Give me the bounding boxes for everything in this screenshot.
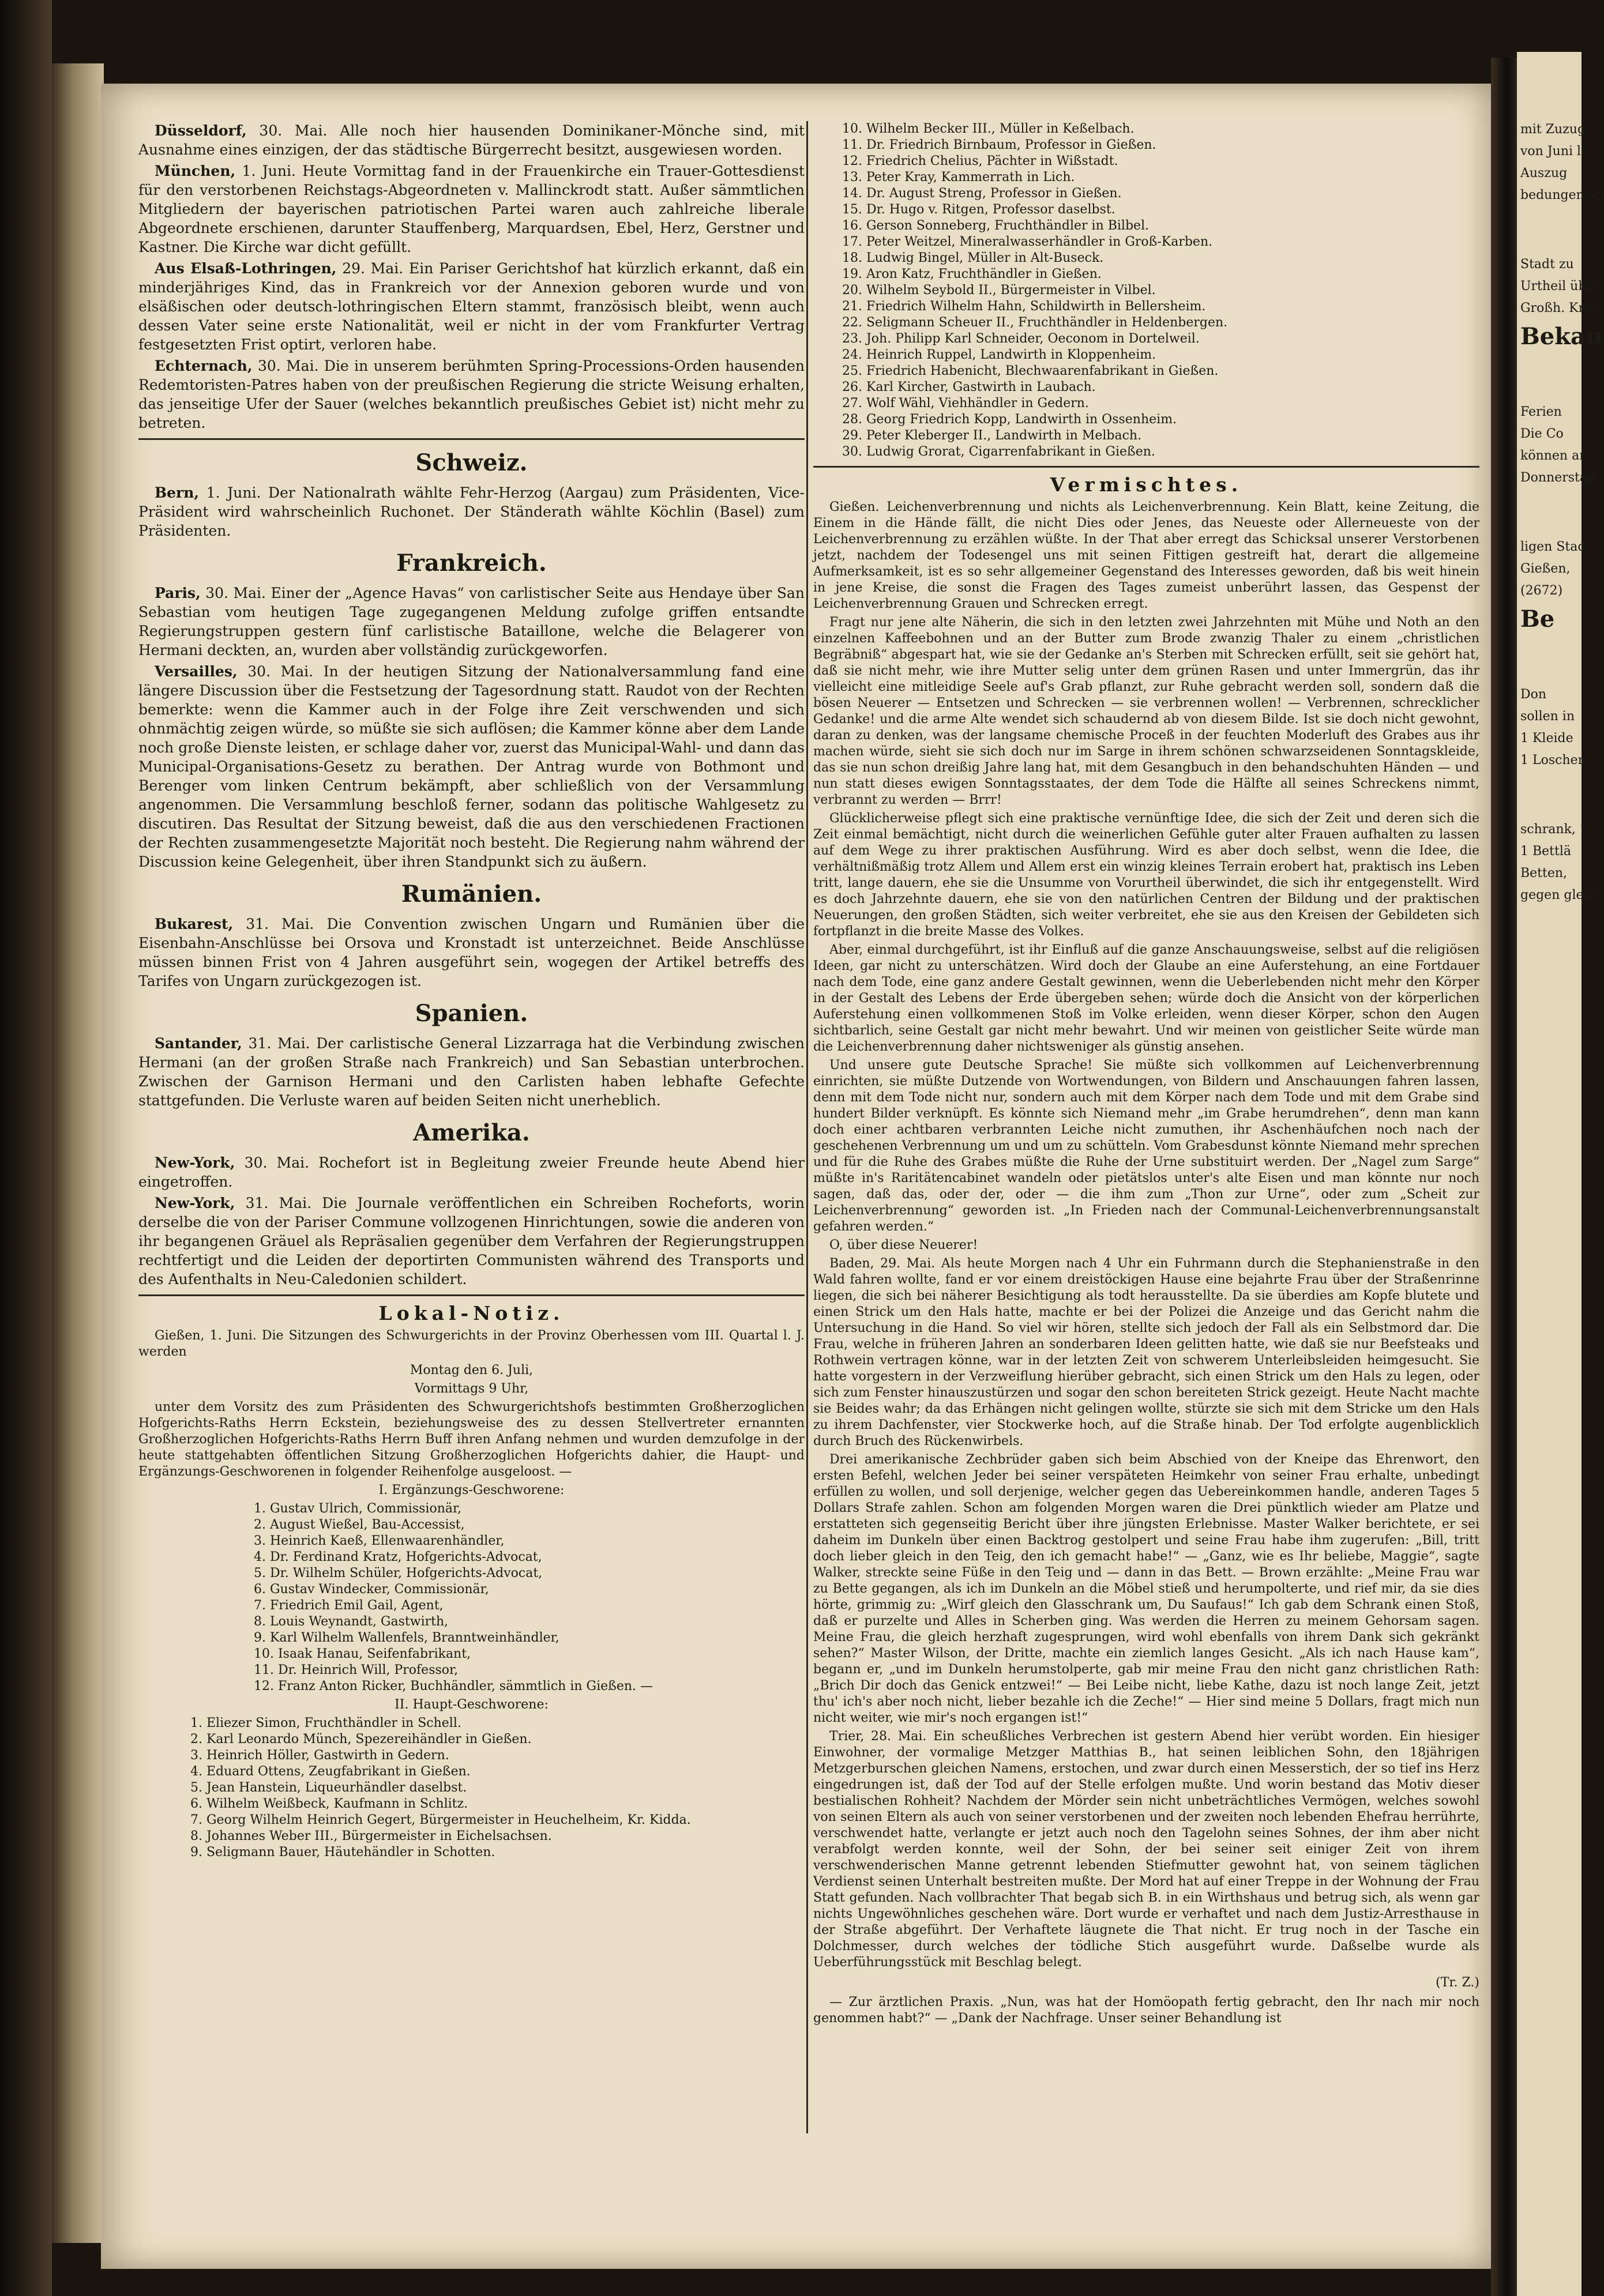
- vermischtes-paragraph: Trier, 28. Mai. Ein scheußliches Verbrechen ist gestern Abend hier verübt worden. Ein hiesiger Einwohner, der vormalige Metzger Matthias B., hat seinen leiblichen Sohn, den 18jährigen Metzgerburschen gleichen Namens, erstochen, und zwar durch einen Messerstich, der so tief ins Herz eingedrungen ist, daß der Tod auf der Stelle erfolgen mußte. Und worin bestand das Motiv dieser bestialischen Rohheit? Nachdem der Mörder sein nicht unbeträchtliches Vermögen, welches sowohl von seinen Eltern als auch von seiner verstorbenen und der zweiten noch lebenden Ehefrau herrührte, verschwendet hatte, verlangte er jetzt auch noch den Tagelohn seines Sohnes, der ihm aber nicht verabfolgt werden konnte, weil der Sohn, der bei seiner seit einiger Zeit von ihrem verschwenderischen Manne getrennt lebenden Stiefmutter gewohnt hat, von seinem täglichen Verdienst seinen Unterhalt bestreiten mußte. Der Mord hat auf einer Treppe in der Wohnung der Frau Statt gefunden. Nach vollbrachter That begab sich B. in ein Wirthshaus und betrug sich, als wenn gar nichts Ungewöhnliches geschehen wäre. Dort wurde er verhaftet und nach dem Justiz-Arresthause in der Straße abgeführt. Der Verhaftete läugnete die That nicht. Er trug noch in der Tasche ein Dolchmesser, durch welches der tödliche Stich ausgeführt wurde. Daßselbe wurde als Ueberführungsstück mit Beschlag belegt.: [813, 1729, 1479, 1970]
- lokal-time: Vormittags 9 Uhr,: [414, 1382, 529, 1396]
- heading-amerika: Amerika.: [413, 1119, 530, 1146]
- lokal-date: Montag den 6. Juli,: [410, 1363, 534, 1377]
- facing-page-line: 1 Loschen: [1520, 753, 1586, 767]
- dateline: Echternach,: [155, 357, 253, 374]
- juror-entry: 20. Wilhelm Seybold II., Bürgermeister in Vilbel.: [842, 283, 1156, 298]
- facing-page-line: Donnerstag: [1520, 471, 1596, 485]
- news-amerika: [138, 1153, 805, 1289]
- juror-entry: 4. Eduard Ottens, Zeugfabrikant in Gießen.: [190, 1764, 471, 1779]
- juror-entry: 24. Heinrich Ruppel, Landwirth in Kloppenheim.: [842, 348, 1156, 362]
- book-binding: [0, 0, 52, 2296]
- news-item: [138, 259, 805, 354]
- news-item: [138, 914, 805, 991]
- news-germany: [138, 121, 805, 432]
- facing-page-line: 1 Kleide: [1520, 731, 1573, 746]
- vermischtes-paragraph: Gießen. Leichenverbrennung und nichts als Leichenverbrennung. Kein Blatt, keine Zeitung, die Einem in die Hände fällt, die nicht Dies oder Jenes, das Neueste oder Allerneueste von der Leichenverbrennung zu erzählen wüßte. In der That aber erregt das Schicksal unserer Verstorbenen jetzt, nachdem der Todesengel uns mit seinen Fittigen gestreift hat, derart die allgemeine Aufmerksamkeit, ist es so sehr allgemeiner Gegenstand des Interesses geworden, daß bis weit hinein in jene Kreise, die sonst die Fragen des Tages zumeist unberührt lassen, das Gespenst der Leichenverbrennung Grauen und Schrecken erregt.: [813, 500, 1479, 611]
- facing-page-line: können an: [1520, 449, 1588, 463]
- juror-entry: 5. Jean Hanstein, Liqueurhändler daselbst.: [190, 1781, 467, 1795]
- juror-entry: 12. Franz Anton Ricker, Buchhändler, sämmtlich in Gießen. —: [254, 1679, 653, 1693]
- dateline: Aus Elsaß-Lothringen,: [155, 260, 337, 277]
- page-stack-edge: [52, 63, 104, 2243]
- juror-entry: 10. Isaak Hanau, Seifenfabrikant,: [254, 1647, 471, 1661]
- juror-entry: 30. Ludwig Grorat, Cigarrenfabrikant in Gießen.: [842, 445, 1155, 459]
- facing-page-line: Stadt zu: [1520, 257, 1574, 272]
- news-schweiz: [138, 483, 805, 540]
- news-text: 31. Mai. Die Journale veröffentlichen ein Schreiben Rocheforts, worin derselbe die von der Pariser Commune vollzogenen Hinrichtungen, sowie die anderen von ihr begangenen Gräuel als Repräsalien gegenüber dem Verfahren der Regierungstruppen rechtfertigt und die Leiden der deportirten Communisten während des Transports und des Aufenthalts in Neu-Caledonien schildert.: [138, 1195, 805, 1288]
- dateline: Bukarest,: [155, 916, 234, 932]
- haupt-list-continued: [813, 121, 1479, 460]
- juror-entry: 10. Wilhelm Becker III., Müller in Keßelbach.: [842, 122, 1135, 136]
- heading-lokal-notiz: Lokal-Notiz.: [378, 1302, 565, 1324]
- facing-page-line: Die Co: [1520, 427, 1564, 441]
- news-text: 31. Mai. Der carlistische General Lizzarraga hat die Verbindung zwischen Hermani (an der großen Straße nach Frankreich) und San Sebastian unterbrochen. Zwischen der Garnison Hermani und den Carlisten haben lebhafte Gefechte stattgefunden. Die Verluste waren auf beiden Seiten nicht unerheblich.: [138, 1035, 805, 1109]
- news-item: [138, 161, 805, 257]
- news-spanien: [138, 1034, 805, 1110]
- news-text: 29. Mai. Ein Pariser Gerichtshof hat kürzlich erkannt, daß ein minderjähriges Kind, das in Frankreich vor der Annexion geboren wurde und von elsäßischen oder deutsch-lothringischen Eltern stammt, französisch bleibt, wenn auch dessen Vater seine erste Nationalität, weil er nicht in der vom Frankfurter Vertrag festgesetzten Frist optirt, verloren habe.: [138, 260, 805, 353]
- juror-entry: 7. Friedrich Emil Gail, Agent,: [254, 1598, 444, 1613]
- section-rule: [138, 1294, 805, 1296]
- news-item: [138, 483, 805, 540]
- facing-page-line: sollen in: [1520, 709, 1575, 724]
- facing-page-line: (2672): [1520, 584, 1563, 598]
- juror-entry: 11. Dr. Heinrich Will, Professor,: [254, 1663, 459, 1677]
- juror-entry: 6. Wilhelm Weißbeck, Kaufmann in Schlitz.: [190, 1797, 468, 1811]
- juror-entry: 2. August Wießel, Bau-Accessist,: [254, 1518, 465, 1532]
- facing-page-fragment: [1517, 52, 1604, 2296]
- news-item: [138, 662, 805, 871]
- facing-page-line: ligen Stad: [1520, 540, 1586, 554]
- vermischtes: [813, 499, 1479, 1971]
- juror-entry: 16. Gerson Sonneberg, Fruchthändler in Bilbel.: [842, 219, 1150, 233]
- facing-page-line: bedungen an: [1520, 188, 1604, 202]
- news-text: 30. Mai. Die in unserem berühmten Spring-Processions-Orden hausenden Redemtoristen-Patres haben von der preußischen Regierung die stricte Weisung erhalten, das jenseitige Ufer der Sauer (welches bekanntlich preußisches Gebiet ist) nicht mehr zu betreten.: [138, 357, 805, 431]
- news-item: [138, 356, 805, 432]
- section-rule: [138, 438, 805, 440]
- vermischtes-paragraph: Fragt nur jene alte Näherin, die sich in den letzten zwei Jahrzehnten mit Mühe und Noth an den einzelnen Kaffeebohnen und an der Butter zum Brode zwanzig Thaler zu einem „christlichen Begräbniß“ abgespart hat, wie sie der Gedanke an's Sterben mit Schrecken erfüllt, seit sie gehört hat, daß sie nicht mehr, wie ihre Mutter selig unter dem grünen Rasen und unter Immergrün, das ihr vielleicht eine mitleidige Seele auf's Grab pflanzt, zur Ruhe gebracht werden soll, sondern daß die bösen Neuerer — Entsetzen und Schrecken — sie verbrennen wollen! — Verbrennen, schrecklicher Gedanke! und die arme Alte wendet sich schaudernd ab von diesem Bilde. Ist sie doch nicht gewohnt, daran zu denken, was der langsame chemische Proceß in der feuchten Moderluft des Grabes aus ihr machen würde, sieht sie sich doch nur im Sarge in ihrem schönen schwarzseidenen Sonntagskleide, das sie nun schon dreißig Jahre lang hat, mit dem Gesangbuch in den behandschuhten Händen — und nun statt dieses ewigen Sonntagsstaates, der dem Tode die Hälfte all seines Schreckens nimmt, verbrannt zu werden — Brrr!: [813, 615, 1479, 807]
- facing-page-line: Auszug: [1520, 166, 1568, 180]
- news-text: 31. Mai. Die Convention zwischen Ungarn und Rumänien über die Eisenbahn-Anschlüsse bei Orsova und Kronstadt ist unterzeichnet. Beide Anschlüsse müssen binnen Frist von 4 Jahren ausgeführt sein, wogegen der Artikel betreffs des Tarifes von Ungarn zurückgezogen ist.: [138, 916, 805, 989]
- column-divider: [806, 121, 808, 2133]
- juror-entry: 28. Georg Friedrich Kopp, Landwirth in Ossenheim.: [842, 412, 1177, 427]
- juror-entry: 8. Louis Weynandt, Gastwirth,: [254, 1614, 449, 1629]
- heading-spanien: Spanien.: [415, 1000, 528, 1027]
- juror-entry: 8. Johannes Weber III., Bürgermeister in Eichelsachsen.: [190, 1829, 552, 1843]
- juror-entry: 9. Seligmann Bauer, Häutehändler in Schotten.: [190, 1845, 495, 1860]
- juror-entry: 11. Dr. Friedrich Birnbaum, Professor in Gießen.: [842, 138, 1156, 152]
- juror-entry: 17. Peter Weitzel, Mineralwasserhändler in Groß-Karben.: [842, 235, 1213, 249]
- heading-frankreich: Frankreich.: [396, 549, 547, 577]
- news-item: [138, 121, 805, 159]
- juror-entry: 18. Ludwig Bingel, Müller in Alt-Buseck.: [842, 251, 1104, 265]
- dateline: Düsseldorf,: [155, 122, 247, 139]
- juror-entry: 19. Aron Katz, Fruchthändler in Gießen.: [842, 267, 1102, 281]
- news-text: 1. Juni. Heute Vormittag fand in der Frauenkirche ein Trauer-Gottesdienst für den verstorbenen Reichstags-Abgeordneten v. Mallinckrodt statt. Außer sämmtlichen Mitgliedern der bayerischen patriotischen Partei waren auch zahlreiche liberale Abgeordnete erschienen, darunter Stauffenberg, Marquardsen, Ebel, Herz, Gerstner und Kastner. Die Kirche war dicht gefüllt.: [138, 163, 805, 255]
- vermischtes-paragraph: Glücklicherweise pflegt sich eine praktische vernünftige Idee, die sich der Zeit und deren sich die Zeit einmal bemächtigt, nicht durch die weinerlichen Gefühle guter alter Frauen aufhalten zu lassen auf dem Wege zu ihrer praktischen Ausführung. Wird es aber doch selbst, wenn die Idee, die verhältnißmäßig trotz Allem und Allem erst ein winzig kleines Terrain erobert hat, praktisch ins Leben tritt, lange dauern, ehe sie die Unsumme von Vorurtheil überwindet, die sich ihr entgegenstellt. Wird es doch Jahrzehnte dauern, ehe sie von den natürlichen Centren der Bildung und der praktischen Neuerungen, den großen Städten, sich weiter verbreitet, ehe sie aus den Kreisen der Gebildeten sich fortpflanzt in die breite Masse des Volkes.: [813, 811, 1479, 939]
- news-text: 30. Mai. Rochefort ist in Begleitung zweier Freunde heute Abend hier eingetroffen.: [138, 1154, 805, 1190]
- lokal-body: unter dem Vorsitz des zum Präsidenten des Schwurgerichtshofs bestimmten Großherzoglichen Hofgerichts-Raths Herrn Eckstein, beziehungsweise des zu dessen Stellvertreter ernannten Großherzoglichen Hofgerichts-Raths Herrn Buff ihren Anfang nehmen und wurden demzufolge in der heute stattgehabten öffentlichen Sitzung Großherzoglichen Hofgerichts dahier, die Haupt- und Ergänzungs-Geschworenen in folgender Reihenfolge ausgeloost. —: [138, 1400, 805, 1479]
- dateline: Bern,: [155, 484, 200, 501]
- dateline: Paris,: [155, 585, 201, 601]
- juror-entry: 13. Peter Kray, Kammerrath in Lich.: [842, 170, 1075, 185]
- heading-rumaenien: Rumänien.: [401, 880, 542, 908]
- dateline: Santander,: [155, 1035, 242, 1052]
- right-column: [813, 121, 1479, 2029]
- ergaenzung-list: [138, 1501, 805, 1695]
- left-column: [138, 121, 805, 1863]
- juror-entry: 21. Friedrich Wilhelm Hahn, Schildwirth in Bellersheim.: [842, 299, 1206, 314]
- dateline: Versailles,: [155, 663, 238, 680]
- vermischtes-paragraph: Und unsere gute Deutsche Sprache! Sie müßte sich vollkommen auf Leichenverbrennung einrichten, sie müßte Dutzende von Wortwendungen, von Bildern und Anschauungen fahren lassen, denn mit dem Tode nicht nur, sondern auch mit dem Körper nach dem Tode und mit dem Grabe sind hundert Bilder verknüpft. Es könnte sich Niemand mehr „im Grabe herumdrehen“, denn man kann doch einer achtbaren verbrannten Leiche nicht zumuthen, ihr Aschenhäufchen noch nach der geschehenen Verbrennung um und um zu schütteln. Vom Grabesdunst könnte Niemand mehr sprechen und für die Ruhe des Grabes müßte die Ruhe der Urne substituirt werden. Der „Nagel zum Sarge“ müßte in's Raritätencabinet wandeln oder pietätslos unter's alte Eisen und man könnte nur noch sagen, daß das, oder der, oder — die ihm zum „Thon zur Urne“, oder zum „Scheit zur Leichenverbrennung“ geworden ist. „In Frieden nach der Communal-Leichenverbrennungsanstalt gefahren werden.“: [813, 1058, 1479, 1234]
- juror-entry: 9. Karl Wilhelm Wallenfels, Branntweinhändler,: [254, 1631, 559, 1645]
- news-text: 1. Juni. Der Nationalrath wählte Fehr-Herzog (Aargau) zum Präsidenten, Vice-Präsident wird wahrscheinlich Ruchonet. Der Ständerath wählte Köchlin (Basel) zum Präsidenten.: [138, 484, 805, 539]
- juror-entry: 22. Seligmann Scheuer II., Fruchthändler in Heldenbergen.: [842, 315, 1228, 330]
- ergaenzung-heading: I. Ergänzungs-Geschworene:: [378, 1483, 565, 1497]
- facing-page-line: Großh. Kreis: [1520, 301, 1603, 315]
- juror-entry: 23. Joh. Philipp Karl Schneider, Oeconom in Dortelweil.: [842, 332, 1200, 346]
- facing-page-line: von Juni l: [1520, 144, 1582, 159]
- juror-entry: 29. Peter Kleberger II., Landwirth in Melbach.: [842, 428, 1142, 443]
- juror-entry: 3. Heinrich Höller, Gastwirth in Gedern.: [190, 1748, 449, 1763]
- juror-entry: 2. Karl Leonardo Münch, Spezereihändler in Gießen.: [190, 1732, 532, 1747]
- juror-entry: 27. Wolf Wähl, Viehhändler in Gedern.: [842, 396, 1089, 411]
- news-text: 30. Mai. Alle noch hier hausenden Dominikaner-Mönche sind, mit Ausnahme eines einzigen, der das städtische Bürgerrecht besitzt, ausgewiesen worden.: [138, 122, 805, 158]
- closing-anecdote: — Zur ärztlichen Praxis. „Nun, was hat der Homöopath fertig gebracht, den Ihr nach mir noch genommen habt?“ — „Dank der Nachfrage. Unser seiner Behandlung ist: [813, 1995, 1479, 2026]
- facing-page-line: schrank, 1: [1520, 822, 1588, 837]
- heading-vermischtes: Vermischtes.: [1050, 473, 1243, 496]
- juror-entry: 15. Dr. Hugo v. Ritgen, Professor daselbst.: [842, 202, 1115, 217]
- facing-page-line: 1 Bettlä: [1520, 844, 1572, 859]
- juror-entry: 6. Gustav Windecker, Commissionär,: [254, 1582, 489, 1597]
- juror-entry: 5. Dr. Wilhelm Schüler, Hofgerichts-Advocat,: [254, 1566, 543, 1580]
- lokal-notiz: [138, 1328, 805, 1861]
- facing-page-line: Don: [1520, 687, 1547, 702]
- vermischtes-paragraph: Aber, einmal durchgeführt, ist ihr Einfluß auf die ganze Anschauungsweise, selbst auf die religiösen Ideen, gar nicht zu unterschätzen. Wird doch der Glaube an eine Auferstehung, an eine Fortdauer nach dem Tode, eine ganz andere Gestalt gewinnen, wenn die Ueberlebenden nicht mehr den Körper in der Gestalt des Lebens der Erde übergeben sehen; würde doch die Ansicht von der körperlichen Auferstehung einen vollkommenen Stoß im Volke erleiden, wenn dieser Körper, schon den Augen sichtbarlich, seine Gestalt gar nicht mehr bewahrt. Und wir meinen von geistlicher Seite würde man die Leichenverbrennung daher nichtsweniger als günstig ansehen.: [813, 943, 1479, 1054]
- facing-page-line: Be: [1520, 605, 1555, 633]
- juror-entry: 25. Friedrich Habenicht, Blechwaarenfabrikant in Gießen.: [842, 364, 1219, 378]
- juror-entry: 14. Dr. August Streng, Professor in Gießen.: [842, 186, 1122, 201]
- lokal-intro: Gießen, 1. Juni. Die Sitzungen des Schwurgerichts in der Provinz Oberhessen vom III. Quartal l. J. werden: [138, 1328, 805, 1359]
- facing-page-text: [1517, 52, 1604, 904]
- juror-entry: 26. Karl Kircher, Gastwirth in Laubach.: [842, 380, 1096, 394]
- juror-entry: 7. Georg Wilhelm Heinrich Gegert, Bürgermeister in Heuchelheim, Kr. Kidda.: [190, 1813, 691, 1827]
- dateline: New-York,: [155, 1154, 235, 1171]
- news-text: 30. Mai. Einer der „Agence Havas“ von carlistischer Seite aus Hendaye über San Sebastian vom heutigen Tage zugegangenen Meldung zufolge griffen entsandte Regierungstruppen gestern fünf carlistische Bataillone, welche die Belagerer von Hermani deckten, an, wurden aber vollständig zurückgeworfen.: [138, 585, 805, 658]
- facing-page-line: Bekan: [1520, 323, 1602, 350]
- news-rumaenien: [138, 914, 805, 991]
- facing-page-line: gegen gleich: [1520, 888, 1603, 902]
- section-rule: [813, 466, 1479, 468]
- juror-entry: 1. Gustav Ulrich, Commissionär,: [254, 1501, 462, 1516]
- news-item: [138, 1034, 805, 1110]
- book-gutter: [1491, 58, 1517, 2296]
- dateline: New-York,: [155, 1195, 235, 1211]
- news-item: [138, 1194, 805, 1289]
- source-signature: (Tr. Z.): [1436, 1975, 1479, 1990]
- dateline: München,: [155, 163, 236, 179]
- haupt-heading: II. Haupt-Geschworene:: [395, 1697, 549, 1712]
- juror-entry: 12. Friedrich Chelius, Pächter in Wißstadt.: [842, 154, 1118, 168]
- news-item: [138, 1153, 805, 1191]
- juror-entry: 1. Eliezer Simon, Fruchthändler in Schell.: [190, 1716, 461, 1730]
- facing-page-line: Betten,: [1520, 866, 1568, 880]
- haupt-list: [138, 1715, 805, 1861]
- facing-page-line: Ferien: [1520, 405, 1562, 419]
- vermischtes-paragraph: Baden, 29. Mai. Als heute Morgen nach 4 Uhr ein Fuhrmann durch die Stephanienstraße in den Wald fahren wollte, fand er vor einem dreistöckigen Hause eine bejahrte Frau über der Straßenrinne liegen, die sich bei näherer Besichtigung als todt herausstellte. Da sie überdies am Kopfe blutete und einen Strick um den Hals hatte, machte er bei der Polizei die Anzeige und das Gericht nahm die Untersuchung in die Hand. So viel wir hören, stellte sich jedoch der Fall als ein Selbstmord dar. Die Frau, welche in früheren Jahren an sonderbaren Ideen gelitten hatte, wie daß sie nur Beefsteaks und Rothwein vertragen könne, war in der letzten Zeit von schwerem Unterleibsleiden heimgesucht. Sie hatte vorgestern in der Verzweiflung hierüber gebracht, sich einen Strick um den Hals zu legen, oder sich zum Fenster hinauszustürzen und sogar den schon bereiteten Strick gezeigt. Heute Nacht machte sie Beides wahr; da das Erhängen nicht gelingen wollte, stürzte sie sich mit dem Stricke um den Hals zu ihrem Dachfenster, vier Stockwerke hoch, auf die Straße hinab. Der Tod erfolgte augenblicklich durch Bruch des Rückenwirbels.: [813, 1256, 1479, 1448]
- facing-page-line: mit Zuzug: [1520, 122, 1586, 137]
- juror-entry: 4. Dr. Ferdinand Kratz, Hofgerichts-Advocat,: [254, 1550, 542, 1564]
- vermischtes-paragraph: O, über diese Neuerer!: [829, 1238, 978, 1252]
- news-frankreich: [138, 584, 805, 871]
- news-text: 30. Mai. In der heutigen Sitzung der Nationalversammlung fand eine längere Discussion über die Festsetzung der Tagesordnung statt. Raudot von der Rechten bemerkte: wenn die Kammer auch in der Folge ihre Zeit verschwenden und sich ohnmächtig zeigen würde, so müßte sie sich auflösen; die Kammer könne aber dem Lande noch große Dienste leisten, er schlage daher vor, zuerst das Municipal-Wahl- und dann das Municipal-Organisations-Gesetz zu berathen. Der Antrag wurde von Bothmont und Berenger vom linken Centrum bekämpft, aber schließlich von der Versammlung angenommen. Die Versammlung beschloß ferner, sodann das politische Wahlgesetz zu discutiren. Das Resultat der Sitzung beweist, daß die aus den verschiedenen Fractionen der Rechten zusammengesetzte Majorität noch besteht. Die Regierung nahm während der Discussion keine Gelegenheit, über ihren Standpunkt sich zu äußern.: [138, 663, 805, 870]
- facing-page-line: Gießen,: [1520, 562, 1571, 576]
- vermischtes-paragraph: Drei amerikanische Zechbrüder gaben sich beim Abschied von der Kneipe das Ehrenwort, den ersten Befehl, welchen Jeder bei seiner verspäteten Heimkehr von seiner Frau erhalte, unbedingt erfüllen zu wollen, und soll derjenige, welcher gegen das Uebereinkommen handle, anderen Tages 5 Dollars Strafe zahlen. Schon am folgenden Morgen waren die Drei pünktlich wieder am Platze und erstatteten sich gegenseitig Bericht über ihre jüngsten Erlebnisse. Master Walker berichtete, er sei daheim im Dunkeln über einen Backtrog gestolpert und seine Frau habe ihm zugerufen: „Bill, tritt doch lieber gleich in den Teig, den ich gemacht habe!“ — „Ganz, wie es Ihr beliebe, Maggie“, sagte Walker, streckte seine Füße in den Teig und — dann in das Bett. — Brown erzählte: „Meine Frau war zu Bette gegangen, als ich im Dunkeln an die Möbel stieß und herumpolterte, und rief mir, da sie dies hörte, grimmig zu: „Wirf gleich den Glasschrank um, Du Saufaus!“ Ich gab dem Schrank einen Stoß, daß er purzelte und Alles in Scherben ging. Was werden die Herren zu meinem Gehorsam sagen. Meine Frau, die gleich herzhaft zugesprungen, wird wohl ebenfalls von ihrem Dank sich gekränkt sehen?“ Master Wilson, der Dritte, machte ein ziemlich langes Gesicht. „Als ich nach Hause kam“, begann er, „und im Dunkeln herumstolperte, gab mir meine Frau den nicht ganz christlichen Rath: „Brich Dir doch das Genick entzwei!“ — Bei Leibe nicht, liebe Kathe, dazu ist noch lange Zeit, jetzt thu' ich's aber noch nicht, lieber bezahle ich die Zeche!“ — Hier sind meine 5 Dollars, fragt mich nun nicht weiter, wie mir's noch ergangen ist!“: [813, 1452, 1479, 1725]
- news-item: [138, 584, 805, 660]
- juror-entry: 3. Heinrich Kaeß, Ellenwaarenhändler,: [254, 1534, 505, 1548]
- heading-schweiz: Schweiz.: [415, 449, 528, 476]
- facing-page-line: Urtheil über: [1520, 279, 1600, 293]
